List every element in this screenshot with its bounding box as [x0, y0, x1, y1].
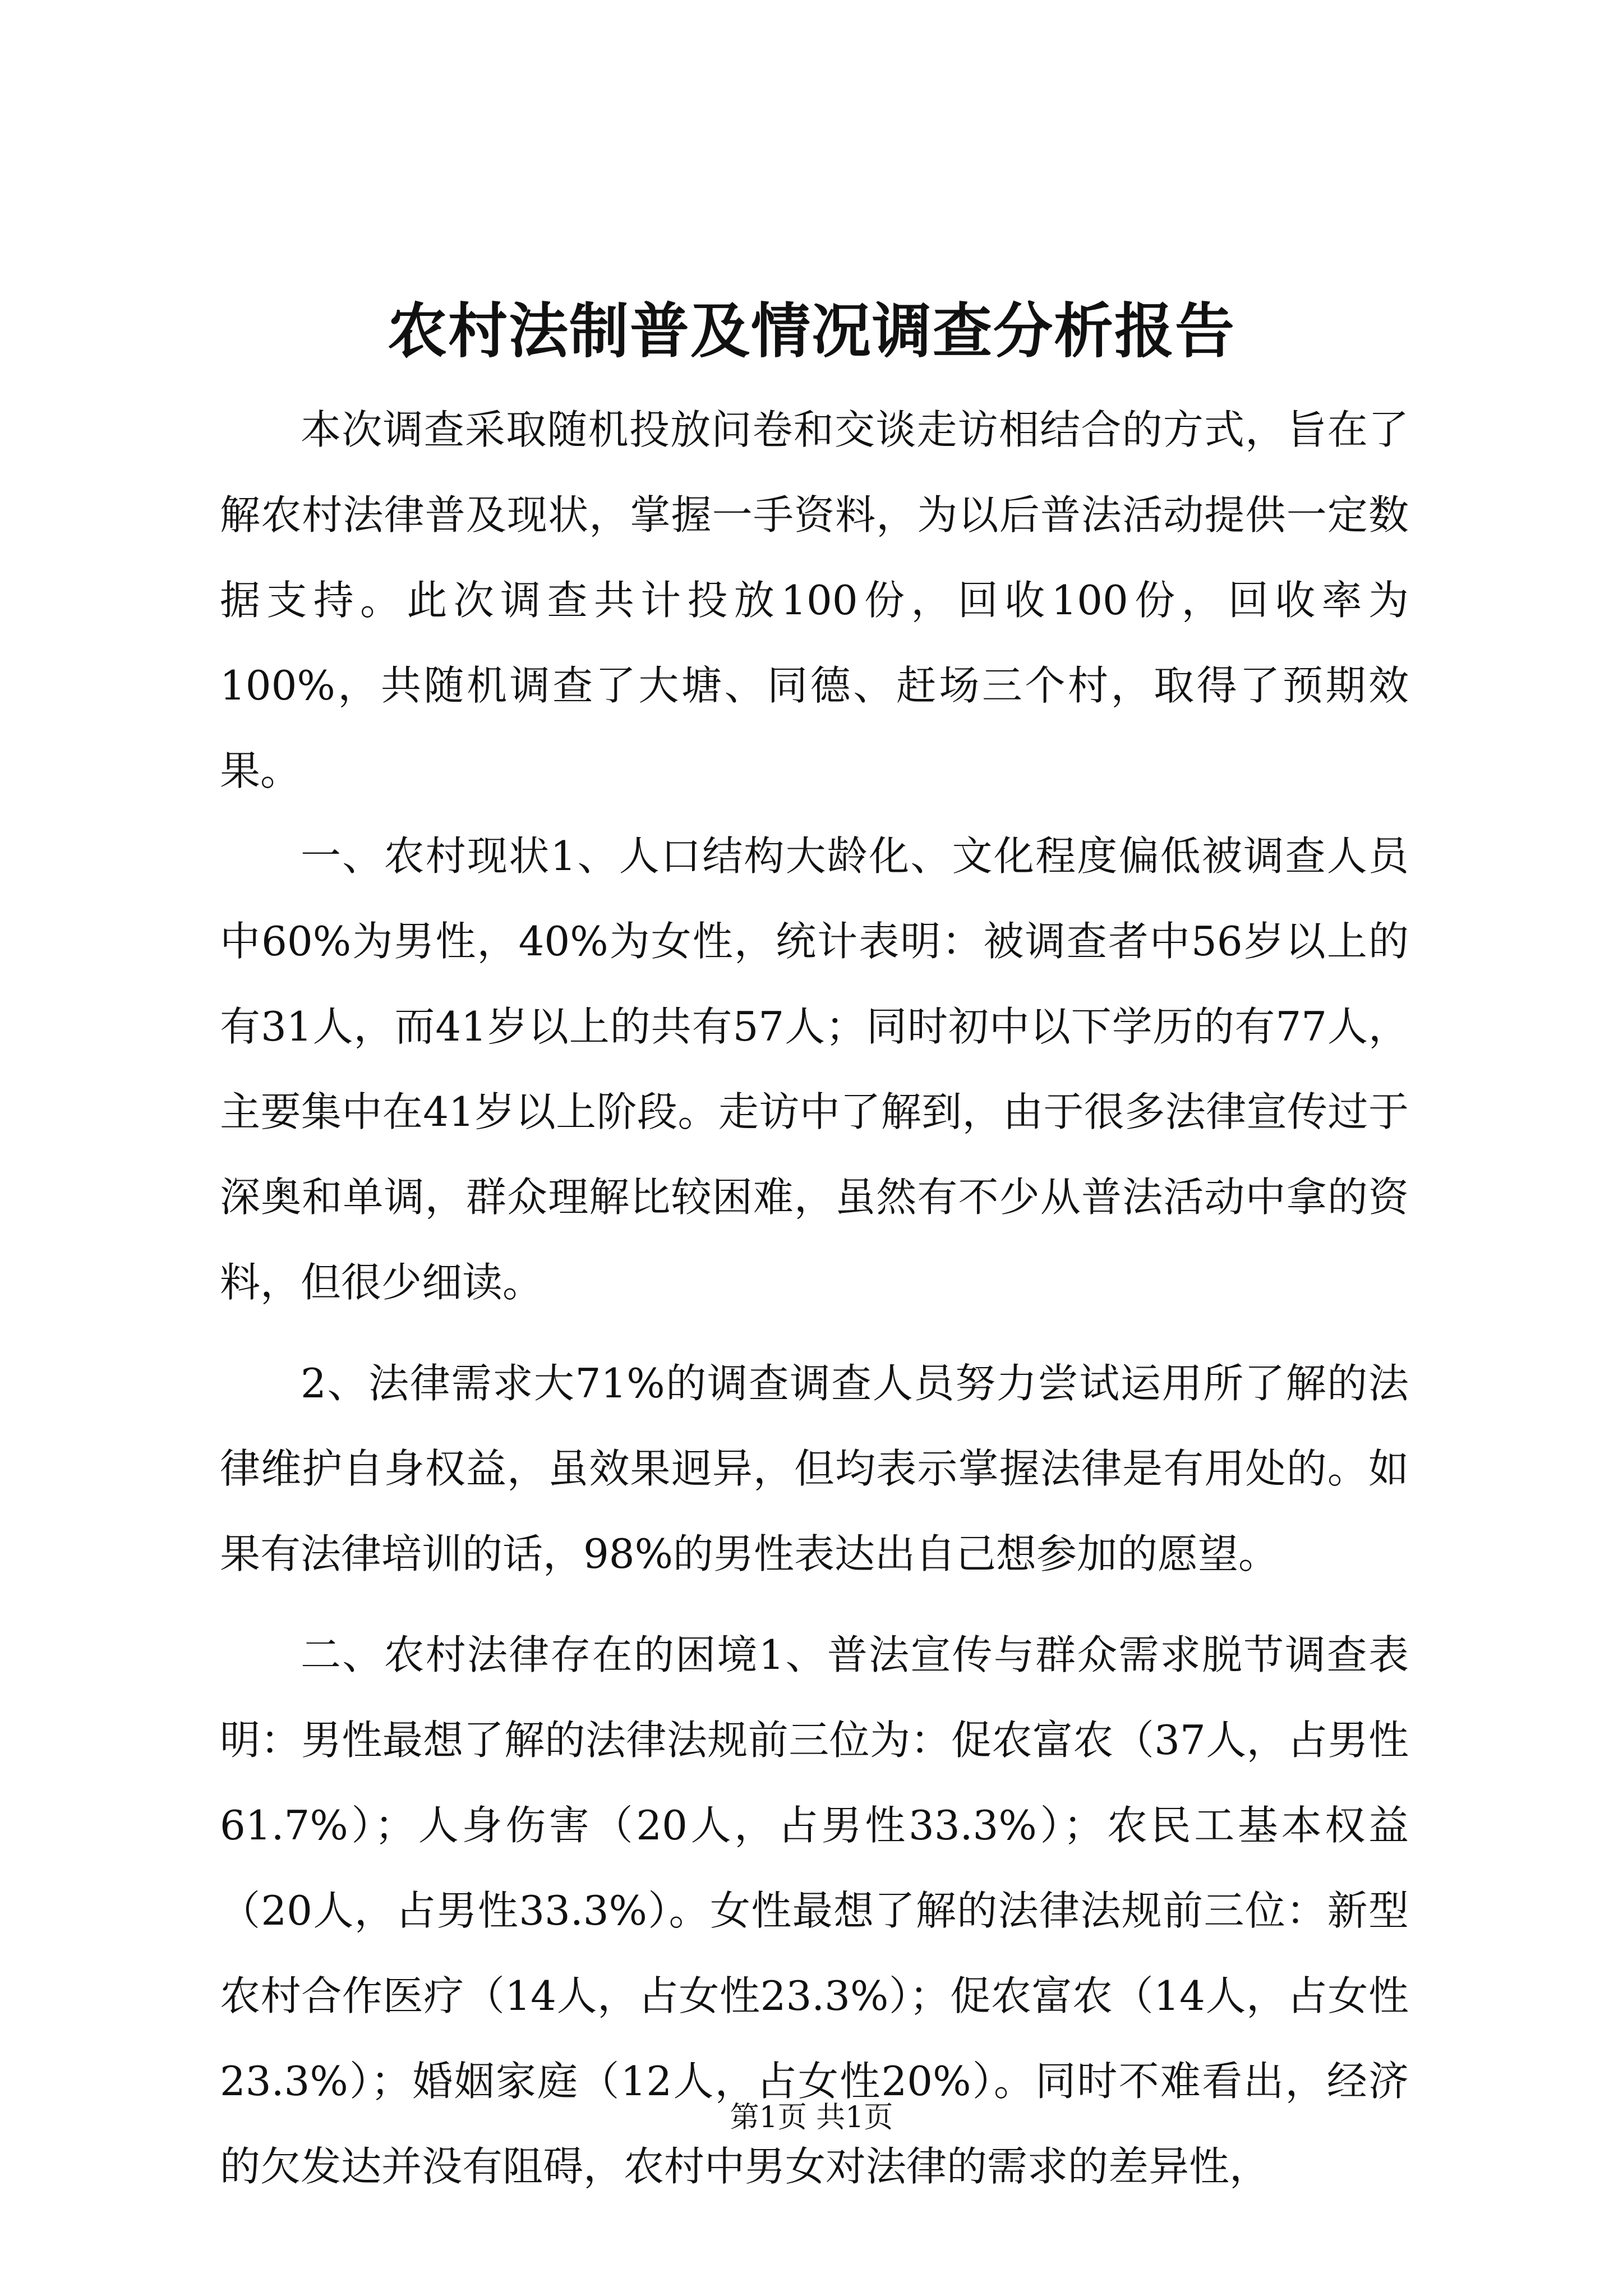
document-title: 农村法制普及情况调查分析报告: [388, 296, 1235, 366]
document-body: [220, 387, 1409, 2209]
paragraph-section-1: 一、农村现状1、人口结构大龄化、文化程度偏低被调查人员中60%为男性，40%为女性，统计表明：被调查者中56岁以上的有31人，而41岁以上的共有57人；同时初中以下学历的有77人，主要集中在41岁以上阶段。走访中了解到，由于很多法律宣传过于深奥和单调，群众理解比较困难，虽然有不少从普法活动中拿的资料，但很少细读。: [220, 832, 1409, 1306]
paragraph-section-1-2: 2、法律需求大71%的调查调查人员努力尝试运用所了解的法律维护自身权益，虽效果迥异，但均表示掌握法律是有用处的。如果有法律培训的话，98%的男性表达出自己想参加的愿望。: [220, 1360, 1409, 1577]
paragraph-intro: 本次调查采取随机投放问卷和交谈走访相结合的方式，旨在了解农村法律普及现状，掌握一手资料，为以后普法活动提供一定数据支持。此次调查共计投放100份，回收100份，回收率为100%，共随机调查了大塘、同德、赶场三个村，取得了预期效果。: [220, 406, 1409, 794]
page-footer: 第1页 共1页: [730, 2101, 893, 2134]
paragraph-section-2: 二、农村法律存在的困境1、普法宣传与群众需求脱节调查表明：男性最想了解的法律法规前三位为：促农富农（37人，占男性61.7%）；人身伤害（20人，占男性33.3%）；农民工基本权益（20人，占男性33.3%）。女性最想了解的法律法规前三位：新型农村合作医疗（14人，占女性23.3%）；促农富农（14人，占女性23.3%）；婚姻家庭（12人，占女性20%）。同时不难看出，经济的欠发达并没有阻碍，农村中男女对法律的需求的差异性，: [220, 1631, 1409, 2190]
